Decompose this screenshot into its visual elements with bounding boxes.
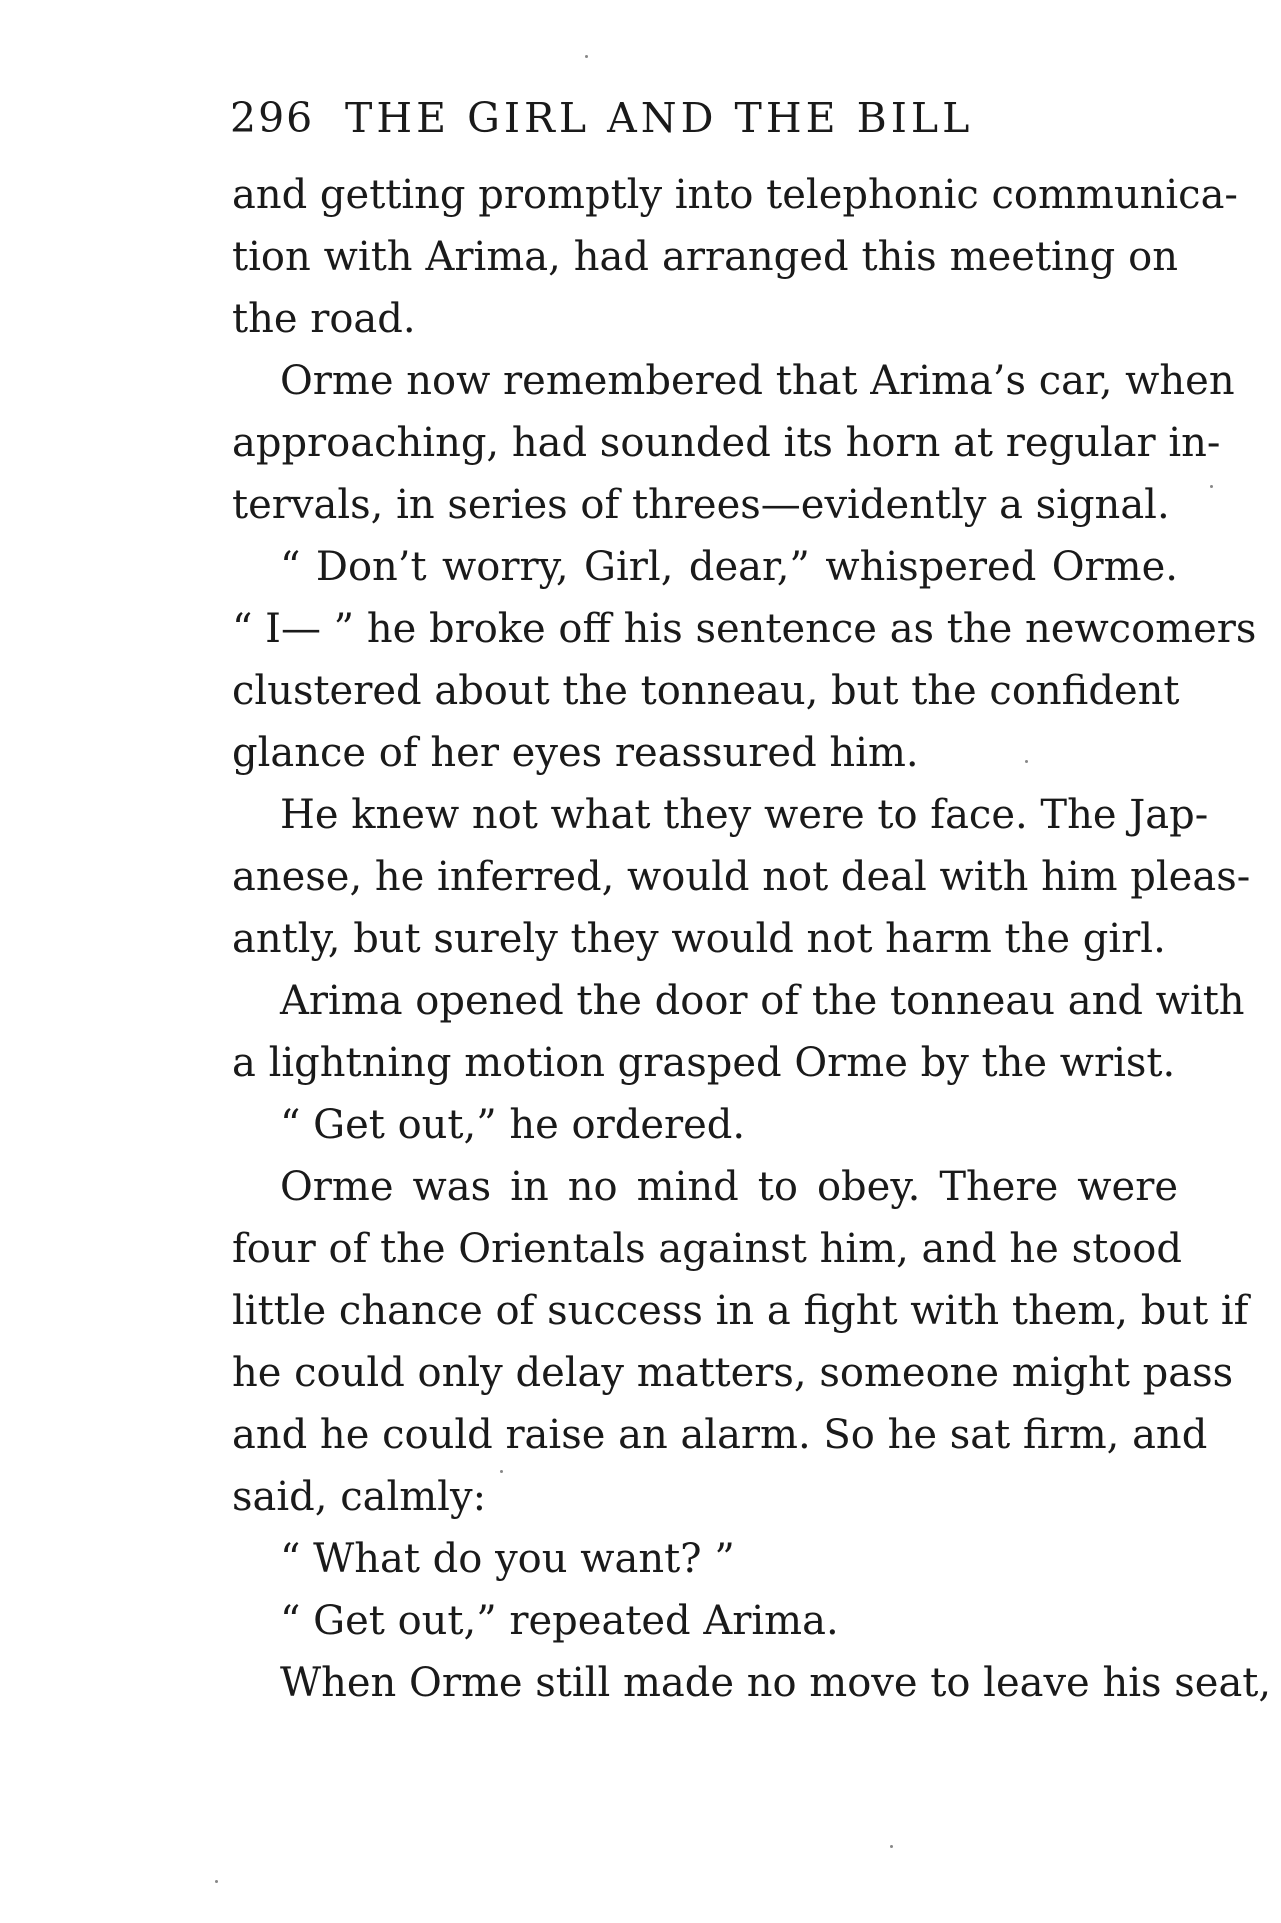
text-line: “ What do you want? ” (280, 1536, 735, 1582)
text-line: “ Don’t worry, Girl, dear,” whispered Orme. (280, 544, 1178, 590)
text-line: Orme was in no mind to obey. There were (280, 1164, 1178, 1210)
text-line: tervals, in series of threes—evidently a signal. (232, 482, 1170, 528)
text-line: “ Get out,” he ordered. (280, 1102, 746, 1148)
text-line: four of the Orientals against him, and he stood (232, 1226, 1182, 1272)
scan-speck (1210, 485, 1213, 488)
text-line: He knew not what they were to face. The Jap- (280, 792, 1209, 838)
text-line: Orme now remembered that Arima’s car, when (280, 358, 1235, 404)
text-line: antly, but surely they would not harm the girl. (232, 916, 1166, 962)
text-line: a lightning motion grasped Orme by the wrist. (232, 1040, 1176, 1086)
body-text (232, 164, 1272, 1714)
text-line: approaching, had sounded its horn at regular in- (232, 420, 1221, 466)
text-line: anese, he inferred, would not deal with him pleas- (232, 854, 1251, 900)
scan-speck (585, 55, 588, 58)
scan-speck (215, 1880, 218, 1883)
text-line: said, calmly: (232, 1474, 487, 1520)
scan-speck (500, 1470, 503, 1473)
text-line: “ Get out,” repeated Arima. (280, 1598, 839, 1644)
text-line: he could only delay matters, someone might pass (232, 1350, 1234, 1396)
text-line: the road. (232, 296, 416, 342)
scan-speck (890, 1845, 893, 1848)
text-line: little chance of success in a fight with them, but if (232, 1288, 1249, 1334)
text-line: Arima opened the door of the tonneau and with (280, 978, 1245, 1024)
running-head (230, 92, 1180, 144)
text-line: glance of her eyes reassured him. (232, 730, 919, 776)
page-number: 296 (230, 94, 315, 142)
text-line: When Orme still made no move to leave his seat, (280, 1660, 1272, 1706)
text-line: and getting promptly into telephonic communica- (232, 172, 1238, 218)
running-title: THE GIRL AND THE BILL (345, 94, 974, 142)
text-line: tion with Arima, had arranged this meeting on (232, 234, 1178, 280)
text-line: clustered about the tonneau, but the confident (232, 668, 1180, 714)
scan-speck (1025, 760, 1028, 763)
text-line: “ I— ” he broke off his sentence as the newcomers (232, 606, 1257, 652)
text-line: and he could raise an alarm. So he sat firm, and (232, 1412, 1208, 1458)
